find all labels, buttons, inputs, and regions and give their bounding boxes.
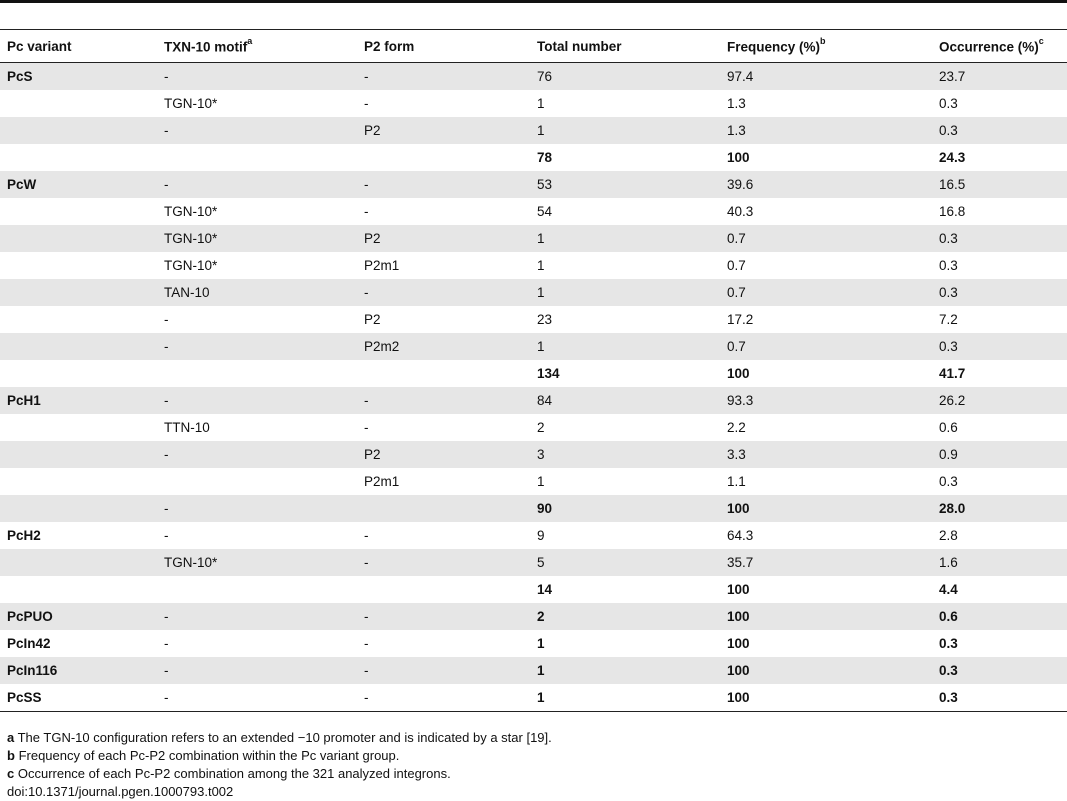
cell-p2-form: - <box>358 387 531 414</box>
cell-occurrence: 0.3 <box>933 279 1067 306</box>
cell-p2-form: P2 <box>358 117 531 144</box>
cell-p2-form <box>358 144 531 171</box>
cell-frequency: 100 <box>727 150 750 165</box>
cell-txn-motif: TGN-10* <box>164 258 218 273</box>
cell-total-number: 54 <box>537 204 553 219</box>
cell-pc-variant: PcSS <box>7 690 42 705</box>
cell-txn-motif <box>158 576 358 603</box>
footnote-b <box>7 747 552 765</box>
cell-txn-motif: TAN-10 <box>158 279 358 306</box>
cell-frequency: 3.3 <box>721 441 933 468</box>
cell-occurrence: 4.4 <box>939 582 958 597</box>
footnote-text: doi:10.1371/journal.pgen.1000793.t002 <box>7 784 234 799</box>
cell-txn-motif: - <box>158 657 358 684</box>
cell-txn-motif: - <box>158 171 358 198</box>
cell-total-number: 1 <box>537 474 545 489</box>
cell-pc-variant <box>0 495 158 522</box>
cell-txn-motif: TTN-10 <box>164 420 210 435</box>
cell-total-number: 14 <box>537 582 553 597</box>
header-frequency: Frequency (%)$^b$ <box>727 35 826 55</box>
cell-txn-motif <box>158 468 358 495</box>
table-row <box>0 198 1067 225</box>
cell-total-number: 2 <box>531 603 721 630</box>
cell-pc-variant: PcIn42 <box>7 636 51 651</box>
cell-p2-form: - <box>364 636 369 651</box>
cell-txn-motif: TGN-10* <box>158 225 358 252</box>
table-row-total <box>0 603 1067 630</box>
cell-p2-form: - <box>358 63 531 91</box>
cell-p2-form: P2 <box>364 312 381 327</box>
cell-p2-form: - <box>364 96 369 111</box>
cell-frequency: 0.7 <box>721 225 933 252</box>
cell-pc-variant <box>0 306 158 333</box>
cell-txn-motif <box>158 360 358 387</box>
cell-p2-form: - <box>364 528 369 543</box>
footnote-key: c <box>7 766 15 781</box>
table-row-total <box>0 495 1067 522</box>
footnote-marker-a: a <box>247 35 253 46</box>
cell-total-number: 1 <box>531 117 721 144</box>
table-row-total <box>0 630 1067 657</box>
cell-occurrence: 41.7 <box>939 366 966 381</box>
cell-total-number: 1 <box>537 258 545 273</box>
cell-txn-motif: TGN-10* <box>158 549 358 576</box>
cell-pc-variant <box>0 144 158 171</box>
header-pc-variant: Pc variant <box>7 38 72 54</box>
table-row-total <box>0 684 1067 712</box>
cell-occurrence: 2.8 <box>939 528 958 543</box>
cell-occurrence: 0.3 <box>933 333 1067 360</box>
cell-pc-variant: PcPUO <box>0 603 158 630</box>
cell-total-number: 134 <box>537 366 560 381</box>
cell-p2-form: - <box>358 549 531 576</box>
cell-total-number: 84 <box>531 387 721 414</box>
header-occurrence: Occurrence (%)$^c$ <box>939 35 1044 55</box>
cell-p2-form: - <box>364 204 369 219</box>
cell-occurrence: 0.3 <box>933 225 1067 252</box>
cell-occurrence: 7.2 <box>939 312 958 327</box>
header-p2-form: P2 form <box>364 38 415 54</box>
cell-pc-variant <box>0 360 158 387</box>
cell-p2-form: P2 <box>358 225 531 252</box>
cell-total-number: 53 <box>531 171 721 198</box>
table-row <box>0 225 1067 252</box>
cell-frequency: 40.3 <box>727 204 754 219</box>
cell-txn-motif: - <box>158 495 358 522</box>
table-row-total <box>0 576 1067 603</box>
cell-p2-form <box>358 360 531 387</box>
cell-occurrence: 0.3 <box>939 690 958 705</box>
cell-total-number: 1 <box>537 690 545 705</box>
cell-frequency: 100 <box>727 582 750 597</box>
cell-frequency: 100 <box>727 366 750 381</box>
cell-frequency: 39.6 <box>721 171 933 198</box>
cell-p2-form: - <box>358 657 531 684</box>
cell-frequency: 2.2 <box>727 420 746 435</box>
cell-txn-motif: - <box>164 636 169 651</box>
table-body <box>0 63 1067 712</box>
table-row <box>0 549 1067 576</box>
cell-frequency: 0.7 <box>721 279 933 306</box>
cell-total-number: 3 <box>531 441 721 468</box>
header-row <box>0 30 1067 63</box>
cell-occurrence: 0.3 <box>933 657 1067 684</box>
cell-txn-motif: - <box>158 117 358 144</box>
cell-frequency: 1.3 <box>721 117 933 144</box>
cell-txn-motif: - <box>164 312 169 327</box>
cell-total-number: 23 <box>537 312 553 327</box>
cell-frequency: 100 <box>727 690 750 705</box>
cell-occurrence: 16.8 <box>939 204 966 219</box>
table-row <box>0 333 1067 360</box>
cell-txn-motif <box>158 144 358 171</box>
cell-pc-variant: PcS <box>0 63 158 91</box>
cell-pc-variant <box>0 90 158 117</box>
cell-pc-variant <box>0 279 158 306</box>
cell-frequency: 100 <box>727 636 750 651</box>
table-row-total <box>0 144 1067 171</box>
table-row-total <box>0 657 1067 684</box>
cell-occurrence: 23.7 <box>933 63 1067 91</box>
cell-pc-variant <box>0 333 158 360</box>
cell-txn-motif: - <box>164 528 169 543</box>
cell-txn-motif: - <box>158 333 358 360</box>
cell-p2-form: P2m2 <box>358 333 531 360</box>
cell-total-number: 1 <box>531 657 721 684</box>
cell-total-number: 2 <box>537 420 545 435</box>
cell-total-number: 1 <box>531 279 721 306</box>
cell-txn-motif: TGN-10* <box>164 204 218 219</box>
footnote-key: b <box>7 748 15 763</box>
cell-occurrence: 0.3 <box>939 96 958 111</box>
table-header <box>0 30 1067 63</box>
footnote-text: The TGN-10 configuration refers to an extended −10 promoter and is indicated by a star [19]. <box>14 730 552 745</box>
header-txn-motif: TXN-10 motif$^a$ <box>164 35 253 55</box>
data-table-container <box>0 29 1067 712</box>
cell-pc-variant: PcH1 <box>0 387 158 414</box>
cell-total-number: 1 <box>531 333 721 360</box>
cell-frequency: 35.7 <box>721 549 933 576</box>
table-row <box>0 252 1067 279</box>
cell-p2-form: P2m1 <box>364 258 400 273</box>
cell-frequency: 97.4 <box>721 63 933 91</box>
cell-frequency: 100 <box>721 603 933 630</box>
cell-frequency: 17.2 <box>727 312 754 327</box>
footnote-marker-b: b <box>820 35 826 46</box>
cell-total-number: 76 <box>531 63 721 91</box>
table-row <box>0 441 1067 468</box>
table-row <box>0 171 1067 198</box>
table-row <box>0 279 1067 306</box>
cell-total-number: 9 <box>537 528 545 543</box>
cell-txn-motif: - <box>158 603 358 630</box>
cell-occurrence: 0.3 <box>939 636 958 651</box>
cell-frequency: 1.1 <box>727 474 746 489</box>
data-table <box>0 29 1067 712</box>
footnote-marker-c: c <box>1038 35 1044 46</box>
cell-p2-form: P2 <box>358 441 531 468</box>
cell-occurrence: 26.2 <box>933 387 1067 414</box>
cell-occurrence: 0.6 <box>933 603 1067 630</box>
cell-txn-motif: - <box>158 387 358 414</box>
cell-p2-form: - <box>364 690 369 705</box>
cell-pc-variant <box>0 468 158 495</box>
cell-txn-motif: - <box>158 63 358 91</box>
cell-pc-variant: PcW <box>0 171 158 198</box>
cell-occurrence: 0.9 <box>933 441 1067 468</box>
footnote-key: a <box>7 730 15 745</box>
cell-occurrence: 1.6 <box>933 549 1067 576</box>
cell-frequency: 93.3 <box>721 387 933 414</box>
cell-total-number: 78 <box>537 150 553 165</box>
cell-frequency: 1.3 <box>727 96 746 111</box>
cell-txn-motif: TGN-10* <box>164 96 218 111</box>
table-row-total <box>0 360 1067 387</box>
footnote-text: Frequency of each Pc-P2 combination within the Pc variant group. <box>14 748 400 763</box>
cell-occurrence: 0.3 <box>939 258 958 273</box>
header-total-number: Total number <box>537 38 622 54</box>
cell-pc-variant <box>0 576 158 603</box>
cell-txn-motif: - <box>158 441 358 468</box>
cell-frequency: 0.7 <box>721 333 933 360</box>
cell-pc-variant <box>0 252 158 279</box>
cell-frequency: 100 <box>721 657 933 684</box>
cell-p2-form: - <box>364 420 369 435</box>
cell-p2-form: - <box>358 603 531 630</box>
footnote-text: Occurrence of each Pc-P2 combination among the 321 analyzed integrons. <box>14 766 451 781</box>
cell-occurrence: 16.5 <box>933 171 1067 198</box>
cell-total-number: 5 <box>531 549 721 576</box>
table-row <box>0 306 1067 333</box>
footnote-c <box>7 765 552 783</box>
cell-frequency: 0.7 <box>727 258 746 273</box>
cell-p2-form: - <box>358 171 531 198</box>
table-row <box>0 414 1067 441</box>
cell-p2-form: - <box>358 279 531 306</box>
cell-pc-variant <box>0 441 158 468</box>
table-row <box>0 63 1067 91</box>
cell-occurrence: 0.3 <box>933 117 1067 144</box>
cell-occurrence: 0.6 <box>939 420 958 435</box>
cell-frequency: 100 <box>721 495 933 522</box>
cell-p2-form <box>358 576 531 603</box>
cell-p2-form <box>358 495 531 522</box>
table-row <box>0 117 1067 144</box>
cell-total-number: 90 <box>531 495 721 522</box>
cell-pc-variant <box>0 414 158 441</box>
table-row <box>0 468 1067 495</box>
cell-occurrence: 24.3 <box>939 150 966 165</box>
cell-total-number: 1 <box>537 636 545 651</box>
doi-line <box>7 783 552 801</box>
cell-pc-variant: PcIn116 <box>0 657 158 684</box>
cell-pc-variant: PcH2 <box>7 528 41 543</box>
cell-pc-variant <box>0 198 158 225</box>
footnote-a <box>7 729 552 747</box>
table-row <box>0 387 1067 414</box>
cell-occurrence: 0.3 <box>939 474 958 489</box>
cell-occurrence: 28.0 <box>933 495 1067 522</box>
cell-p2-form: P2m1 <box>364 474 400 489</box>
cell-total-number: 1 <box>537 96 545 111</box>
cell-pc-variant <box>0 549 158 576</box>
cell-total-number: 1 <box>531 225 721 252</box>
cell-pc-variant <box>0 225 158 252</box>
cell-pc-variant <box>0 117 158 144</box>
top-rule <box>0 0 1067 3</box>
cell-txn-motif: - <box>164 690 169 705</box>
table-footnotes <box>7 729 552 801</box>
table-row <box>0 90 1067 117</box>
cell-frequency: 64.3 <box>727 528 754 543</box>
table-row <box>0 522 1067 549</box>
